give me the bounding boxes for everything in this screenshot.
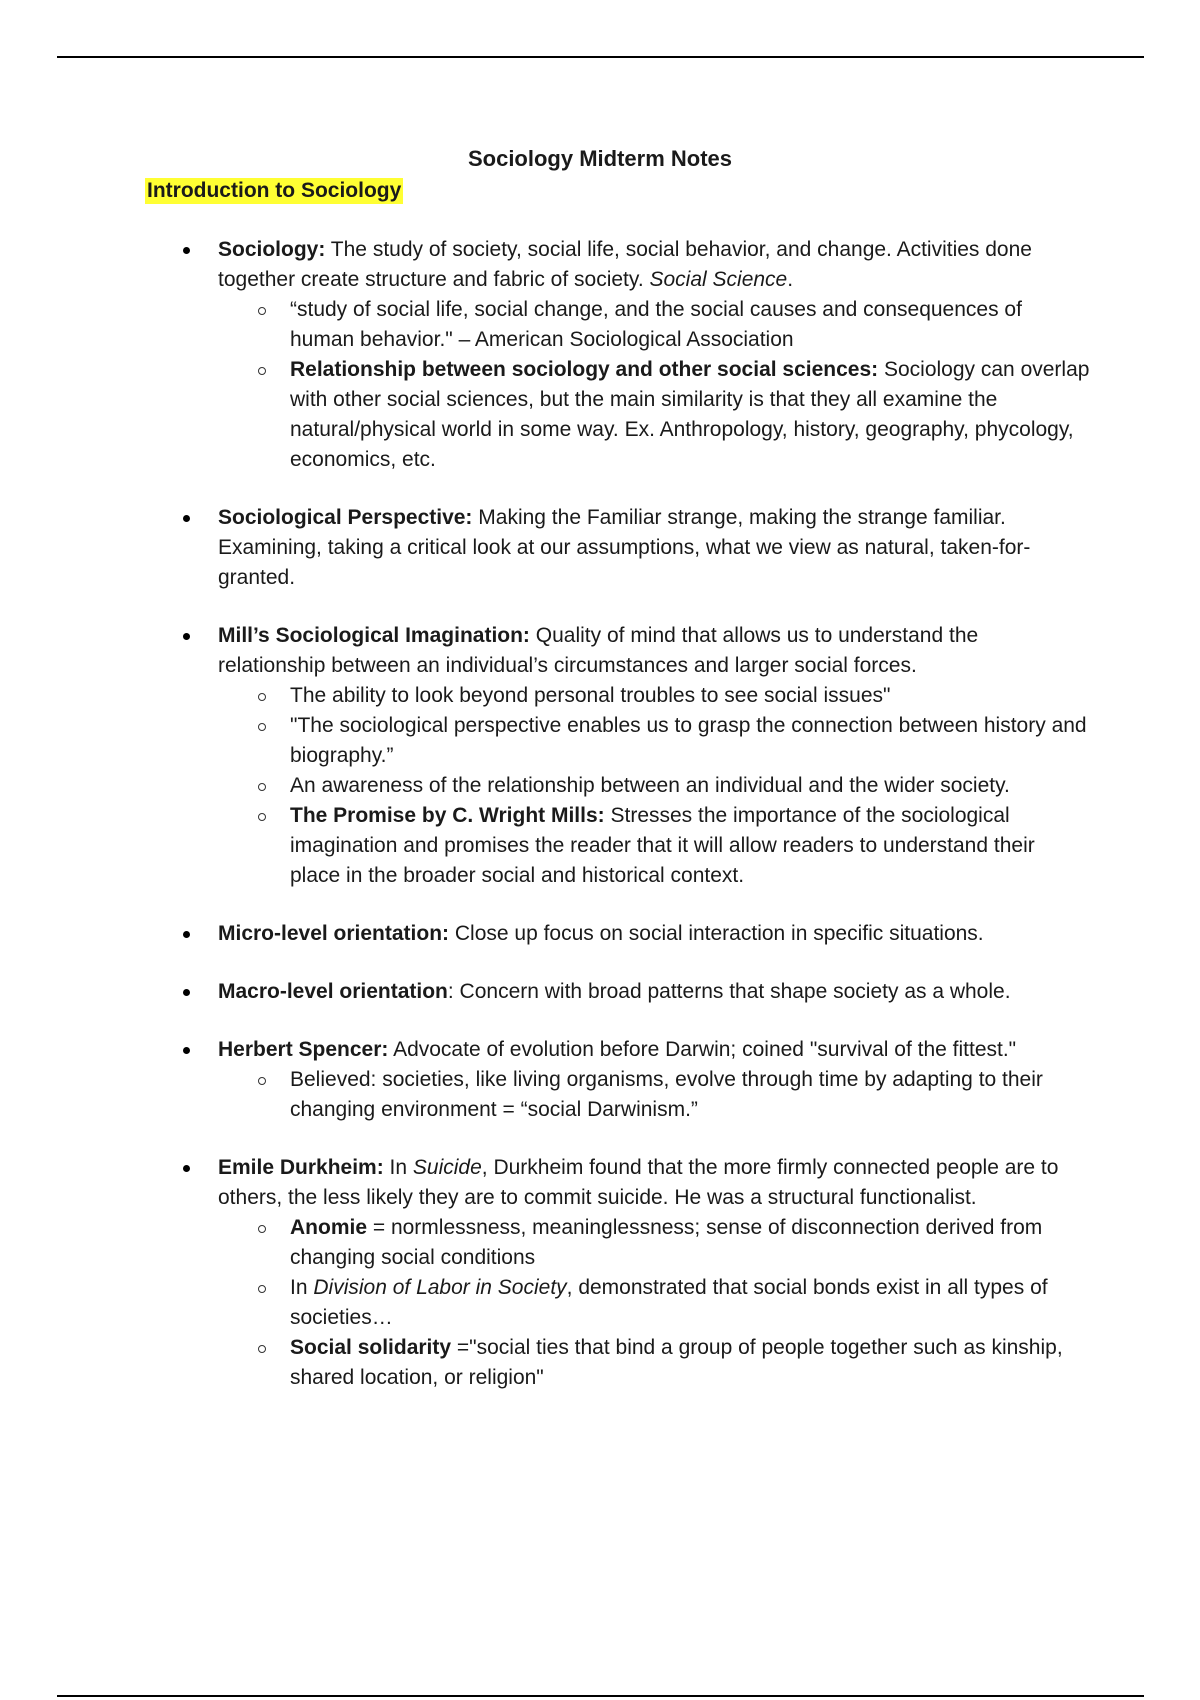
footer-rule [57, 1695, 1144, 1697]
term-label: Micro-level orientation: [218, 922, 450, 945]
list-item [0, 235, 1200, 475]
list-item [0, 919, 1200, 949]
definition-text: In [383, 1156, 413, 1179]
section-heading: Introduction to Sociology [147, 179, 402, 202]
emphasis-text: Division of Labor in Society [313, 1276, 567, 1299]
sub-text: "The sociological perspective enables us to grasp the connection between history and biography.” [290, 714, 1087, 767]
term-label: The Promise by C. Wright Mills: [290, 804, 605, 827]
sub-list [218, 681, 1090, 891]
term-label: Sociology: [218, 238, 326, 261]
sub-text: ="social ties that bind a group of people together such as kinship, shared location, or religion" [290, 1336, 1063, 1389]
sub-list-item [218, 1273, 1090, 1333]
definition-text: , Durkheim found that the more firmly connected people are to others, the less likely they are to commit suicide. He was a structural functionalist. [218, 1156, 1059, 1209]
definition-text: The study of society, social life, social behavior, and change. Activities done together create structure and fabric of society. [218, 238, 1032, 291]
list-item [0, 1035, 1200, 1125]
sub-list-item [218, 771, 1090, 801]
sub-text: In [290, 1276, 314, 1299]
sub-text: Sociology can overlap with other social sciences, but the main similarity is that they all examine the natural/physical world in some way. Ex. Anthropology, history, geography, phycology, economics, etc. [290, 358, 1090, 471]
sub-text: An awareness of the relationship between an individual and the wider society. [290, 774, 1010, 797]
sub-text: = normlessness, meaninglessness; sense of disconnection derived from changing social conditions [290, 1216, 1043, 1269]
sub-text: , demonstrated that social bonds exist in all types of societies… [290, 1276, 1048, 1329]
term-label: Sociological Perspective: [218, 506, 473, 529]
sub-list-item [218, 1065, 1090, 1125]
notes-body [0, 235, 1200, 1421]
sub-text: The ability to look beyond personal troubles to see social issues" [290, 684, 891, 707]
sub-list [218, 295, 1090, 475]
term-label: Macro-level orientation [218, 980, 448, 1003]
definition-text: Making the Familiar strange, making the strange familiar. Examining, taking a critical look at our assumptions, what we view as natural, taken-for-granted. [218, 506, 1031, 589]
term-label: Mill’s Sociological Imagination: [218, 624, 530, 647]
sub-list [218, 1213, 1090, 1393]
sub-list [218, 1065, 1090, 1125]
sub-text: “study of social life, social change, and the social causes and consequences of human behavior." – American Sociological Association [290, 298, 1022, 351]
list-item [0, 977, 1200, 1007]
page-title: Sociology Midterm Notes [467, 146, 733, 171]
sub-list-item [218, 1213, 1090, 1273]
term-label: Emile Durkheim: [218, 1156, 384, 1179]
header-rule [57, 56, 1144, 58]
definition-text: . [787, 268, 794, 291]
definition-text: Advocate of evolution before Darwin; coined "survival of the fittest." [388, 1038, 1017, 1061]
sub-list-item [218, 355, 1090, 475]
term-label: Herbert Spencer: [218, 1038, 389, 1061]
definition-text: : Concern with broad patterns that shape society as a whole. [447, 980, 1011, 1003]
term-label: Relationship between sociology and other social sciences: [290, 358, 879, 381]
emphasis-text: Suicide [412, 1156, 482, 1179]
sub-list-item [218, 295, 1090, 355]
definition-text: Quality of mind that allows us to understand the relationship between an individual’s circumstances and larger social forces. [218, 624, 979, 677]
sub-text: Stresses the importance of the sociological imagination and promises the reader that it will allow readers to understand their place in the broader social and historical context. [290, 804, 1035, 887]
sub-list-item [218, 711, 1090, 771]
sub-text: Believed: societies, like living organisms, evolve through time by adapting to their changing environment = “social Darwinism.” [290, 1068, 1043, 1121]
term-label: Anomie [290, 1216, 368, 1239]
list-item [0, 621, 1200, 891]
sub-list-item [218, 801, 1090, 891]
sub-list-item [218, 681, 1090, 711]
term-label: Social solidarity [290, 1336, 452, 1359]
notes-list [0, 235, 1200, 1393]
sub-list-item [218, 1333, 1090, 1393]
list-item [0, 503, 1200, 593]
emphasis-text: Social Science [649, 268, 788, 291]
list-item [0, 1153, 1200, 1393]
definition-text: Close up focus on social interaction in specific situations. [449, 922, 984, 945]
